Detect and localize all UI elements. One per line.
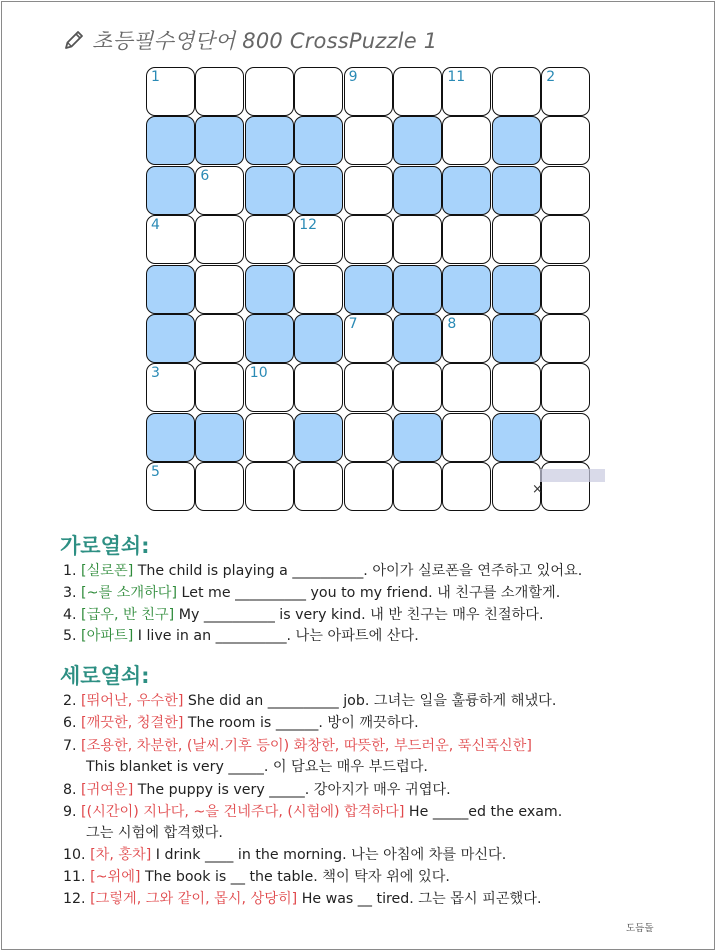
clue-line (63, 605, 543, 626)
cell-number: 4 (151, 217, 160, 234)
cell-number: 6 (200, 167, 210, 184)
clue-keyword: [급우, 반 친구] (81, 607, 175, 623)
grid-cell (442, 166, 491, 215)
grid-cell[interactable] (442, 116, 491, 165)
cell-number: 1 (151, 69, 160, 85)
cell-number: 11 (447, 69, 466, 85)
clue-continuation: This blanket is very _____. 이 담요는 매우 부드럽다. (86, 759, 428, 775)
grid-cell[interactable] (442, 413, 491, 462)
grid-cell[interactable] (245, 413, 294, 462)
grid-cell[interactable] (294, 265, 343, 314)
grid-cell (245, 265, 294, 314)
clue-number: 8. (63, 782, 82, 798)
grid-cell (294, 166, 343, 215)
cell-number: 9 (348, 69, 358, 85)
grid-cell (344, 265, 393, 314)
cell-number: 2 (546, 69, 556, 85)
grid-cell[interactable] (541, 116, 590, 165)
pencil-icon (62, 28, 86, 52)
grid-cell[interactable] (294, 363, 343, 412)
clue-text: She did an __________ job. 그녀는 일을 훌륭하게 해냈다. (183, 693, 557, 709)
cell-number: 3 (151, 365, 160, 382)
clue-number: 7. (63, 738, 82, 754)
grid-cell (146, 116, 195, 165)
clue-text: My __________ is very kind. 내 반 친구는 매우 친절하다. (174, 607, 544, 623)
crossword-grid (146, 67, 591, 514)
grid-cell[interactable] (195, 265, 244, 314)
grid-cell[interactable] (492, 67, 541, 116)
grid-cell[interactable] (492, 363, 541, 412)
grid-cell[interactable] (344, 413, 393, 462)
grid-cell[interactable] (541, 363, 590, 412)
clue-keyword: [~를 소개하다] (81, 585, 178, 601)
clue-line (63, 713, 419, 734)
grid-cell (393, 166, 442, 215)
grid-cell[interactable] (146, 363, 195, 412)
grid-cell (195, 116, 244, 165)
brand-logo: 도듬돌 (626, 923, 654, 934)
clue-line (63, 691, 556, 712)
clue-keyword: [아파트] (81, 628, 134, 644)
clue-line (63, 780, 451, 801)
clue-number: 2. (63, 693, 82, 709)
grid-cell[interactable] (245, 215, 294, 264)
grid-cell[interactable] (442, 67, 491, 116)
grid-cell[interactable] (344, 215, 393, 264)
grid-cell[interactable] (294, 462, 343, 511)
grid-cell[interactable] (245, 363, 294, 412)
grid-cell[interactable] (195, 462, 244, 511)
grid-cell[interactable] (195, 166, 244, 215)
clue-line (63, 561, 582, 582)
grid-cell[interactable] (541, 314, 590, 363)
grid-cell[interactable] (492, 215, 541, 264)
grid-cell (442, 265, 491, 314)
clue-number: 10. (63, 847, 91, 863)
grid-cell[interactable] (442, 215, 491, 264)
clue-keyword: [(시간이) 지나다, ~을 건네주다, (시험에) 합격하다] (81, 804, 405, 820)
grid-cell (393, 116, 442, 165)
grid-cell (393, 314, 442, 363)
clue-line (63, 626, 419, 647)
clue-keyword: [깨끗한, 청결한] (81, 715, 184, 731)
grid-cell (294, 413, 343, 462)
grid-cell[interactable] (541, 215, 590, 264)
grid-cell (146, 265, 195, 314)
cell-number: 10 (249, 365, 268, 382)
across-heading: 가로열쇠: (60, 534, 150, 558)
grid-cell[interactable] (195, 314, 244, 363)
grid-cell (146, 413, 195, 462)
grid-cell (146, 314, 195, 363)
grid-cell[interactable] (541, 166, 590, 215)
close-mark-icon: × (532, 482, 543, 497)
grid-cell[interactable] (541, 265, 590, 314)
grid-cell[interactable] (344, 67, 393, 116)
grid-cell (393, 265, 442, 314)
grid-cell[interactable] (393, 363, 442, 412)
grid-cell (492, 116, 541, 165)
grid-cell (492, 265, 541, 314)
clue-keyword: [~위에] (90, 869, 141, 885)
grid-cell[interactable] (146, 462, 195, 511)
grid-cell[interactable] (442, 462, 491, 511)
grid-cell[interactable] (344, 166, 393, 215)
cell-number: 7 (348, 316, 358, 332)
grid-cell[interactable] (344, 462, 393, 511)
clue-text: I drink ____ in the morning. 나는 아침에 차를 마신다. (151, 847, 507, 863)
clue-keyword: [귀여운] (81, 782, 134, 798)
cell-number: 12 (299, 217, 318, 234)
clue-text: Let me __________ you to my friend. 내 친구를 소개할게. (177, 585, 561, 601)
clue-number: 6. (63, 715, 82, 731)
clue-line (63, 583, 560, 604)
grid-cell (146, 166, 195, 215)
clue-line (63, 736, 532, 757)
grid-cell (393, 413, 442, 462)
clue-text: I live in an __________. 나는 아파트에 산다. (133, 628, 419, 644)
grid-cell (492, 166, 541, 215)
clue-keyword: [그렇게, 그와 같이, 몹시, 상당히] (90, 891, 298, 907)
clue-number: 11. (63, 869, 91, 885)
clue-text: The puppy is very _____. 강아지가 매우 귀엽다. (133, 782, 451, 798)
clue-number: 4. (63, 607, 82, 623)
grid-cell[interactable] (344, 314, 393, 363)
grid-cell[interactable] (393, 462, 442, 511)
grid-cell[interactable] (146, 215, 195, 264)
clue-text: He was __ tired. 그는 몹시 피곤했다. (297, 891, 542, 907)
page-title (62, 24, 437, 56)
grid-cell (245, 314, 294, 363)
grid-cell[interactable] (245, 462, 294, 511)
grid-cell[interactable] (344, 363, 393, 412)
clue-number: 1. (63, 563, 82, 579)
clue-line (63, 802, 562, 823)
grid-cell[interactable] (393, 67, 442, 116)
clue-line (63, 845, 506, 866)
cell-number: 8 (447, 316, 457, 332)
clue-number: 3. (63, 585, 82, 601)
grid-cell (492, 314, 541, 363)
grid-cell[interactable] (393, 215, 442, 264)
clue-text: He _____ed the exam. (404, 804, 563, 820)
clue-keyword: [차, 홍차] (90, 847, 152, 863)
cell-number: 5 (151, 464, 160, 481)
title-text: 초등필수영단어 800 CrossPuzzle 1 (92, 29, 438, 53)
grid-cell[interactable] (294, 215, 343, 264)
grid-cell[interactable] (195, 67, 244, 116)
selection-marker (540, 469, 605, 482)
grid-cell[interactable] (541, 413, 590, 462)
grid-cell (294, 314, 343, 363)
grid-cell[interactable] (245, 67, 294, 116)
grid-cell[interactable] (344, 116, 393, 165)
clue-keyword: [실로폰] (81, 563, 134, 579)
grid-cell (245, 166, 294, 215)
grid-cell[interactable] (195, 363, 244, 412)
clue-number: 5. (63, 628, 82, 644)
clue-keyword: [조용한, 차분한, (날씨.기후 등이) 화창한, 따뜻한, 부드러운, 푹신푹신한] (81, 738, 532, 754)
grid-cell[interactable] (442, 314, 491, 363)
grid-cell[interactable] (541, 67, 590, 116)
clue-number: 12. (63, 891, 91, 907)
grid-cell (492, 413, 541, 462)
grid-cell[interactable] (195, 215, 244, 264)
clue-line (63, 889, 541, 910)
clue-text: The child is playing a __________. 아이가 실로폰을 연주하고 있어요. (133, 563, 583, 579)
grid-cell (294, 116, 343, 165)
grid-cell (195, 413, 244, 462)
down-heading: 세로열쇠: (60, 664, 150, 688)
clue-keyword: [뛰어난, 우수한] (81, 693, 184, 709)
grid-cell[interactable] (442, 363, 491, 412)
clue-number: 9. (63, 804, 82, 820)
clue-text: The book is __ the table. 책이 탁자 위에 있다. (140, 869, 450, 885)
clue-continuation: 그는 시험에 합격했다. (86, 825, 223, 841)
grid-cell[interactable] (294, 67, 343, 116)
grid-cell[interactable] (146, 67, 195, 116)
grid-cell (245, 116, 294, 165)
clue-text: The room is ______. 방이 깨끗하다. (183, 715, 419, 731)
clue-line (63, 867, 450, 888)
